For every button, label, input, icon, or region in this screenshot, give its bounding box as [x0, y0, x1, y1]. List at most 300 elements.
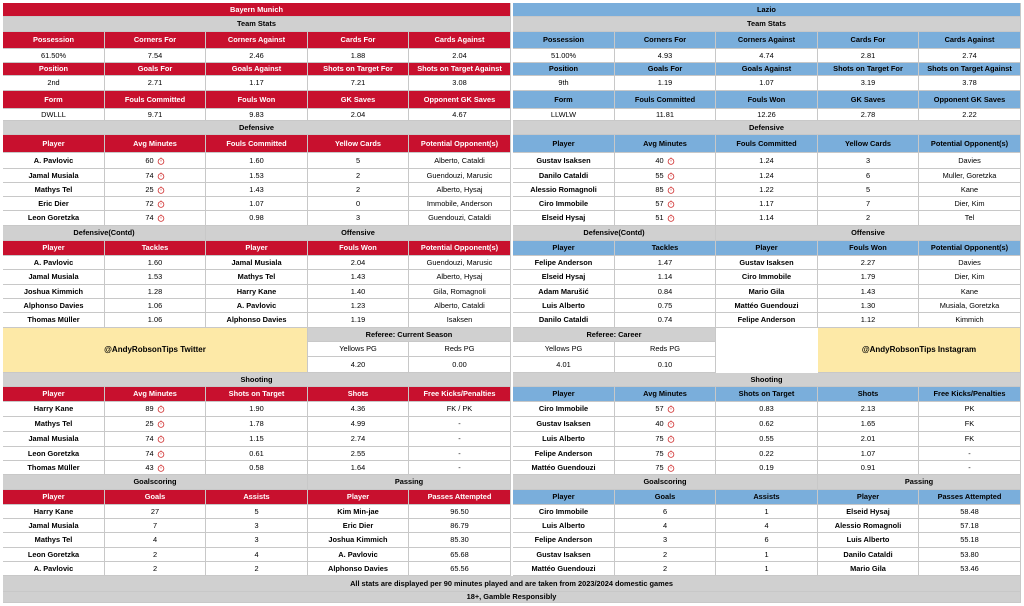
bayern-goal-row-0-col-0-text: Harry Kane — [33, 506, 74, 516]
lazio-stats-h2-3 — [818, 63, 919, 76]
bayern-shoot-row-0-col-1 — [105, 402, 206, 417]
lazio-pass-row-0-col-0 — [818, 505, 919, 519]
lazio-stats-v3-2 — [716, 109, 818, 121]
bayern-stats-h1-3-text: Cards For — [340, 35, 376, 45]
lazio-def-row-0-col-4-text: Davies — [958, 155, 981, 165]
lazio-pass-row-0-col-1 — [919, 505, 1021, 519]
bayern-goal-row-4-col-1 — [105, 562, 206, 576]
lazio-goal-row-3-col-1-text: 2 — [662, 549, 668, 559]
lazio-goal-row-3-col-2 — [716, 548, 818, 562]
bayern-off-col-0 — [206, 241, 308, 256]
lazio-shoot-row-4-col-4-text: - — [968, 462, 971, 472]
lazio-shoot-row-0-col-2-text: 0.83 — [759, 404, 774, 414]
lazio-off-row-0-col-2 — [919, 256, 1021, 270]
bayern-shoot-row-1-col-2 — [206, 417, 308, 432]
lazio-stats-v2-1 — [615, 76, 716, 91]
bayern-def-row-4-col-1 — [105, 211, 206, 226]
bayern-defc-row-0-col-0 — [3, 256, 105, 270]
bayern-def-col-3-text: Yellow Cards — [334, 138, 381, 148]
lazio-shoot-col-3-text: Shots — [857, 389, 879, 399]
lazio-stats-v3-2-text: 12.26 — [757, 109, 776, 119]
bayern-off-row-3-col-2 — [409, 299, 511, 313]
lazio-shoot-col-0-text: Player — [552, 389, 575, 399]
lazio-defc-row-2-col-0-text: Adam Marušić — [538, 286, 589, 296]
lazio-def-row-0-col-2-text: 1.24 — [759, 155, 774, 165]
bayern-defensive-title — [3, 121, 511, 135]
lazio-stats-v1-3 — [818, 49, 919, 63]
lazio-defc-row-0-col-1 — [615, 256, 716, 270]
lazio-pass-row-0-col-0-text: Elseid Hysaj — [846, 506, 890, 516]
bayern-shoot-col-1 — [105, 387, 206, 402]
bayern-shoot-row-0-col-2-text: 1.90 — [249, 404, 264, 414]
lazio-stats-v1-2-text: 4.74 — [759, 50, 774, 60]
lazio-shoot-row-3-col-4 — [919, 447, 1021, 461]
lazio-goal-row-3-col-0 — [513, 548, 615, 562]
lazio-def-row-1-col-1-text: 55 — [655, 170, 664, 180]
bayern-shoot-row-4-col-4-text: - — [458, 462, 461, 472]
bayern-goal-row-4-col-2 — [206, 562, 308, 576]
bayern-shoot-row-3-col-1-text: 74 — [145, 448, 154, 458]
lazio-shoot-row-0-col-4 — [919, 402, 1021, 417]
lazio-def-row-1-col-0-text: Danilo Cataldi — [538, 170, 589, 180]
twitter-promo[interactable] — [3, 328, 308, 373]
bayern-off-row-0-col-2 — [409, 256, 511, 270]
lazio-def-row-2-col-1 — [615, 183, 716, 197]
lazio-def-row-0-col-4 — [919, 153, 1021, 169]
bayern-shoot-row-3-col-3-text: 2.55 — [350, 448, 366, 458]
bayern-off-row-4-col-1 — [308, 313, 409, 328]
bayern-off-row-3-col-1-text: 1.23 — [350, 300, 366, 310]
lazio-goal-row-0-col-0-text: Ciro Immobile — [538, 506, 589, 516]
bayern-def-row-3-col-3 — [308, 197, 409, 211]
lazio-stats-v3-3 — [818, 109, 919, 121]
bayern-goal-row-3-col-1 — [105, 548, 206, 562]
bayern-team-title — [3, 3, 511, 17]
bayern-defc-row-3-col-0-text: Alphonso Davies — [23, 300, 84, 310]
lazio-shoot-col-0 — [513, 387, 615, 402]
bayern-off-row-3-col-0-text: A. Pavlovic — [236, 300, 277, 310]
lazio-defc-row-4-col-0 — [513, 313, 615, 328]
bayern-pass-row-1-col-0-text: Eric Dier — [342, 520, 374, 530]
lazio-off-row-2-col-2-text: Kane — [960, 286, 979, 296]
lazio-def-row-1-col-4-text: Muller, Goretzka — [942, 170, 997, 180]
lazio-def-row-0-col-3-text: 3 — [865, 155, 871, 165]
bayern-pass-row-2-col-1 — [409, 533, 511, 548]
bayern-stats-h2-1-text: Goals For — [137, 64, 173, 74]
bayern-off-row-1-col-2 — [409, 270, 511, 285]
lazio-def-row-4-col-3 — [818, 211, 919, 226]
bayern-stats-v2-4 — [409, 76, 511, 91]
bayern-shoot-row-2-col-1-text: 74 — [145, 434, 154, 444]
lazio-goal-col-0 — [513, 490, 615, 505]
bayern-stats-h1-1 — [105, 32, 206, 49]
lazio-def-row-1-col-2-text: 1.24 — [759, 170, 774, 180]
bayern-defc-col-0-text: Player — [42, 243, 65, 253]
stopwatch-icon — [157, 186, 165, 194]
bayern-def-row-2-col-4-text: Alberto, Hysaj — [436, 184, 483, 194]
bayern-shoot-row-1-col-0 — [3, 417, 105, 432]
lazio-pass-row-4-col-0 — [818, 562, 919, 576]
lazio-defensive-title-text: Defensive — [749, 122, 784, 132]
bayern-defc-col-0 — [3, 241, 105, 256]
bayern-pass-row-2-col-1-text: 85.30 — [450, 535, 469, 545]
stopwatch-icon — [667, 186, 675, 194]
bayern-def-row-4-col-2-text: 0.98 — [249, 213, 264, 223]
bayern-pass-row-1-col-0 — [308, 519, 409, 533]
bayern-shooting-title — [3, 373, 511, 387]
bayern-pass-col-1 — [409, 490, 511, 505]
referee-season-reds — [409, 357, 511, 373]
lazio-shoot-row-1-col-4 — [919, 417, 1021, 432]
lazio-stats-h3-3-text: GK Saves — [850, 94, 886, 104]
bayern-shoot-row-1-col-1-text: 25 — [145, 419, 154, 429]
lazio-shoot-col-1 — [615, 387, 716, 402]
bayern-stats-h2-3 — [308, 63, 409, 76]
bayern-stats-h1-2-text: Corners Against — [227, 35, 286, 45]
lazio-def-col-2 — [716, 135, 818, 153]
stopwatch-icon — [157, 420, 165, 428]
instagram-promo[interactable] — [818, 328, 1021, 373]
bayern-off-row-4-col-2 — [409, 313, 511, 328]
bayern-goal-row-2-col-2 — [206, 533, 308, 548]
bayern-shoot-row-3-col-2 — [206, 447, 308, 461]
lazio-stats-v2-3-text: 3.19 — [860, 78, 876, 88]
bayern-shoot-row-4-col-1-text: 43 — [145, 462, 154, 472]
bayern-def-col-2-text: Fouls Committed — [226, 138, 287, 148]
lazio-stats-h2-2 — [716, 63, 818, 76]
lazio-shoot-col-1-text: Avg Minutes — [643, 389, 687, 399]
bayern-shoot-row-3-col-1 — [105, 447, 206, 461]
lazio-shoot-row-1-col-0-text: Gustav Isaksen — [536, 419, 591, 429]
lazio-stats-h1-3 — [818, 32, 919, 49]
lazio-shoot-row-4-col-3 — [818, 461, 919, 475]
bayern-shoot-row-1-col-4 — [409, 417, 511, 432]
lazio-off-row-0-col-0-text: Gustav Isaksen — [739, 257, 794, 267]
bayern-shoot-row-3-col-0 — [3, 447, 105, 461]
lazio-def-row-3-col-2-text: 1.17 — [759, 198, 774, 208]
bayern-defc-row-2-col-0-text: Joshua Kimmich — [23, 286, 84, 296]
bayern-off-row-3-col-1 — [308, 299, 409, 313]
bayern-shoot-row-0-col-0 — [3, 402, 105, 417]
lazio-stats-v3-3-text: 2.78 — [860, 109, 876, 119]
bayern-pass-row-3-col-1 — [409, 548, 511, 562]
lazio-off-row-0-col-2-text: Davies — [958, 257, 981, 267]
bayern-pass-col-0-text: Player — [346, 492, 370, 502]
lazio-shoot-row-1-col-1-text: 40 — [655, 419, 664, 429]
lazio-defc-row-3-col-0 — [513, 299, 615, 313]
lazio-off-row-4-col-0-text: Felipe Anderson — [737, 315, 796, 325]
gamble-notice-text: 18+, Gamble Responsibly — [466, 592, 557, 602]
bayern-shoot-row-3-col-4-text: - — [458, 448, 461, 458]
lazio-def-col-4-text: Potential Opponent(s) — [930, 138, 1009, 148]
bayern-shoot-row-0-col-1-text: 89 — [145, 404, 154, 414]
bayern-shoot-row-0-col-4-text: FK / PK — [446, 404, 473, 414]
bayern-shoot-row-2-col-3 — [308, 432, 409, 447]
lazio-shoot-row-0-col-2 — [716, 402, 818, 417]
bayern-defc-row-1-col-1-text: 1.53 — [147, 272, 163, 282]
bayern-shoot-row-4-col-2 — [206, 461, 308, 475]
stopwatch-icon — [667, 420, 675, 428]
lazio-def-row-2-col-4 — [919, 183, 1021, 197]
bayern-stats-v1-2-text: 2.46 — [249, 50, 264, 60]
lazio-stats-v3-4 — [919, 109, 1021, 121]
lazio-off-row-2-col-1-text: 1.43 — [860, 286, 876, 296]
bayern-pass-row-0-col-0-text: Kim Min-jae — [337, 506, 379, 516]
lazio-pass-row-3-col-0-text: Danilo Cataldi — [843, 549, 893, 559]
bayern-off-row-4-col-0-text: Alphonso Davies — [226, 315, 287, 325]
bayern-def-row-1-col-3 — [308, 169, 409, 183]
lazio-team-stats-title-text: Team Stats — [747, 19, 786, 29]
bayern-def-row-2-col-1-text: 25 — [145, 184, 154, 194]
bayern-goal-row-2-col-1 — [105, 533, 206, 548]
lazio-off-row-0-col-0 — [716, 256, 818, 270]
lazio-off-row-1-col-1-text: 1.79 — [860, 272, 876, 282]
lazio-goal-row-0-col-1 — [615, 505, 716, 519]
lazio-stats-v1-0 — [513, 49, 615, 63]
bayern-def-row-2-col-2 — [206, 183, 308, 197]
bayern-stats-v2-3 — [308, 76, 409, 91]
bayern-defc-row-2-col-1 — [105, 285, 206, 299]
lazio-shoot-row-0-col-1 — [615, 402, 716, 417]
lazio-stats-v2-2-text: 1.07 — [759, 78, 774, 88]
bayern-stats-h1-4-text: Cards Against — [434, 35, 485, 45]
lazio-stats-h1-0 — [513, 32, 615, 49]
lazio-def-row-3-col-3-text: 7 — [865, 198, 871, 208]
bayern-shoot-row-1-col-4-text: - — [458, 419, 461, 429]
gamble-notice — [3, 592, 1021, 603]
lazio-goal-row-1-col-1 — [615, 519, 716, 533]
bayern-def-col-1 — [105, 135, 206, 153]
lazio-shoot-col-2-text: Shots on Target — [738, 389, 795, 399]
bayern-off-col-1 — [308, 241, 409, 256]
bayern-goal-col-0-text: Player — [42, 492, 65, 502]
lazio-off-row-2-col-0 — [716, 285, 818, 299]
bayern-stats-v2-1 — [105, 76, 206, 91]
stopwatch-icon — [667, 405, 675, 413]
bayern-off-row-0-col-1 — [308, 256, 409, 270]
lazio-stats-h3-1 — [615, 91, 716, 109]
bayern-goal-row-2-col-2-text: 3 — [254, 535, 259, 545]
lazio-def-row-4-col-4-text: Tel — [964, 213, 975, 223]
lazio-def-row-3-col-1-text: 57 — [655, 198, 664, 208]
bayern-pass-row-0-col-1 — [409, 505, 511, 519]
lazio-pass-row-3-col-0 — [818, 548, 919, 562]
bayern-shoot-row-4-col-3 — [308, 461, 409, 475]
lazio-def-row-1-col-2 — [716, 169, 818, 183]
lazio-stats-h3-0-text: Form — [554, 94, 573, 104]
lazio-off-row-3-col-2 — [919, 299, 1021, 313]
lazio-def-row-1-col-4 — [919, 169, 1021, 183]
bayern-shoot-row-3-col-3 — [308, 447, 409, 461]
bayern-defensive-title-text: Defensive — [239, 122, 274, 132]
bayern-pass-row-4-col-1 — [409, 562, 511, 576]
lazio-stats-v2-2 — [716, 76, 818, 91]
lazio-defc-row-1-col-1 — [615, 270, 716, 285]
bayern-defensive-contd-title-text: Defensive(Contd) — [73, 228, 135, 238]
lazio-shoot-row-0-col-0-text: Ciro Immobile — [538, 404, 589, 414]
stopwatch-icon — [157, 450, 165, 458]
bayern-goalscoring-title — [3, 475, 308, 490]
lazio-stats-h1-3-text: Cards For — [850, 35, 886, 45]
lazio-def-row-2-col-2-text: 1.22 — [759, 184, 774, 194]
lazio-pass-row-3-col-1-text: 53.80 — [960, 549, 979, 559]
bayern-goal-row-3-col-1-text: 2 — [152, 549, 158, 559]
lazio-stats-h3-2 — [716, 91, 818, 109]
lazio-defc-row-3-col-1 — [615, 299, 716, 313]
bayern-defc-row-2-col-0 — [3, 285, 105, 299]
lazio-defc-row-4-col-1-text: 0.74 — [657, 315, 673, 325]
lazio-def-row-0-col-2 — [716, 153, 818, 169]
bayern-def-row-1-col-2-text: 1.53 — [249, 170, 264, 180]
bayern-def-row-2-col-1 — [105, 183, 206, 197]
referee-season-col-1 — [409, 342, 511, 357]
lazio-stats-v2-4 — [919, 76, 1021, 91]
lazio-team-title — [513, 3, 1021, 17]
bayern-pass-row-4-col-0-text: Alphonso Davies — [328, 563, 388, 573]
lazio-goalscoring-title-text: Goalscoring — [643, 477, 687, 487]
bayern-stats-h1-3 — [308, 32, 409, 49]
bayern-def-row-3-col-4-text: Immobile, Anderson — [426, 198, 493, 208]
bayern-stats-v3-0-text: DWLLL — [41, 109, 66, 119]
lazio-stats-v1-0-text: 51.00% — [550, 50, 577, 60]
referee-season-col-0-text: Yellows PG — [339, 344, 377, 354]
lazio-off-row-4-col-2-text: Kimmich — [955, 315, 984, 325]
bayern-stats-h3-0 — [3, 91, 105, 109]
bayern-def-row-3-col-0 — [3, 197, 105, 211]
bayern-shoot-row-0-col-0-text: Harry Kane — [33, 404, 74, 414]
bayern-def-row-0-col-4 — [409, 153, 511, 169]
lazio-def-col-1 — [615, 135, 716, 153]
bayern-def-col-2 — [206, 135, 308, 153]
lazio-off-row-2-col-0-text: Mario Gila — [748, 286, 785, 296]
bayern-goal-row-4-col-2-text: 2 — [254, 563, 259, 573]
bayern-team-stats-title — [3, 17, 511, 32]
referee-season-yellows-text: 4.20 — [350, 359, 366, 369]
bayern-def-row-0-col-4-text: Alberto, Cataldi — [434, 155, 485, 165]
twitter-promo-text: @AndyRobsonTips Twitter — [104, 345, 206, 354]
lazio-stats-h3-3 — [818, 91, 919, 109]
lazio-shoot-row-0-col-3 — [818, 402, 919, 417]
bayern-def-row-1-col-0-text: Jamal Musiala — [28, 170, 79, 180]
bayern-shoot-row-4-col-2-text: 0.58 — [249, 462, 264, 472]
bayern-def-row-4-col-0-text: Leon Goretzka — [27, 213, 80, 223]
referee-career-reds-text: 0.10 — [657, 359, 673, 369]
bayern-def-row-0-col-3 — [308, 153, 409, 169]
lazio-off-row-4-col-2 — [919, 313, 1021, 328]
lazio-shoot-row-4-col-1 — [615, 461, 716, 475]
referee-season-col-1-text: Reds PG — [444, 344, 475, 354]
lazio-def-row-1-col-1 — [615, 169, 716, 183]
bayern-stats-v1-3 — [308, 49, 409, 63]
bayern-def-row-1-col-4 — [409, 169, 511, 183]
bayern-stats-v1-3-text: 1.88 — [350, 50, 366, 60]
bayern-def-row-0-col-1-text: 60 — [145, 155, 154, 165]
bayern-def-col-1-text: Avg Minutes — [133, 138, 177, 148]
bayern-shoot-col-0 — [3, 387, 105, 402]
bayern-goal-row-4-col-0-text: A. Pavlovic — [33, 563, 74, 573]
bayern-shoot-row-2-col-0-text: Jamal Musiala — [28, 434, 79, 444]
bayern-off-row-0-col-2-text: Guendouzi, Marusic — [426, 257, 493, 267]
bayern-goal-row-3-col-0 — [3, 548, 105, 562]
bayern-stats-v1-1-text: 7.54 — [147, 50, 163, 60]
lazio-goal-row-4-col-1 — [615, 562, 716, 576]
bayern-off-row-2-col-0 — [206, 285, 308, 299]
bayern-stats-v3-4 — [409, 109, 511, 121]
lazio-shoot-row-1-col-3 — [818, 417, 919, 432]
lazio-defc-row-0-col-0-text: Felipe Anderson — [534, 257, 593, 267]
bayern-shoot-row-4-col-0 — [3, 461, 105, 475]
lazio-off-row-1-col-1 — [818, 270, 919, 285]
lazio-defc-row-0-col-1-text: 1.47 — [657, 257, 673, 267]
bayern-stats-h2-2 — [206, 63, 308, 76]
bayern-stats-v2-2-text: 1.17 — [249, 78, 264, 88]
bayern-def-col-0 — [3, 135, 105, 153]
lazio-pass-col-1-text: Passes Attempted — [937, 492, 1002, 502]
referee-season-yellows — [308, 357, 409, 373]
lazio-def-row-0-col-0-text: Gustav Isaksen — [536, 155, 591, 165]
bayern-shoot-row-0-col-2 — [206, 402, 308, 417]
bayern-off-row-3-col-0 — [206, 299, 308, 313]
lazio-shoot-row-1-col-3-text: 1.65 — [860, 419, 876, 429]
bayern-off-row-1-col-2-text: Alberto, Hysaj — [436, 272, 483, 282]
bayern-off-col-2 — [409, 241, 511, 256]
lazio-shoot-row-4-col-2-text: 0.19 — [759, 462, 774, 472]
lazio-passing-title — [818, 475, 1021, 490]
bayern-stats-h3-3-text: GK Saves — [340, 94, 376, 104]
lazio-stats-v1-4 — [919, 49, 1021, 63]
lazio-stats-v2-3 — [818, 76, 919, 91]
lazio-off-row-1-col-2-text: Dier, Kim — [954, 272, 985, 282]
instagram-promo-text: @AndyRobsonTips Instagram — [861, 345, 977, 354]
bayern-stats-v1-1 — [105, 49, 206, 63]
bayern-defensive-contd-title — [3, 226, 206, 241]
lazio-pass-row-1-col-0 — [818, 519, 919, 533]
bayern-stats-v1-0 — [3, 49, 105, 63]
bayern-off-row-2-col-0-text: Harry Kane — [236, 286, 277, 296]
lazio-shoot-row-1-col-2 — [716, 417, 818, 432]
bayern-shoot-col-3-text: Shots — [347, 389, 369, 399]
bayern-shoot-row-4-col-0-text: Thomas Müller — [27, 462, 80, 472]
lazio-off-col-0-text: Player — [755, 243, 778, 253]
bayern-shoot-row-2-col-3-text: 2.74 — [350, 434, 366, 444]
bayern-shoot-row-2-col-2 — [206, 432, 308, 447]
lazio-def-row-4-col-0-text: Elseid Hysaj — [541, 213, 586, 223]
lazio-goal-row-2-col-1-text: 3 — [662, 535, 668, 545]
referee-season-title-text: Referee: Current Season — [365, 329, 453, 339]
lazio-shoot-row-4-col-2 — [716, 461, 818, 475]
lazio-goal-row-3-col-2-text: 1 — [764, 549, 769, 559]
lazio-def-row-1-col-0 — [513, 169, 615, 183]
bayern-stats-v2-0-text: 2nd — [47, 78, 60, 88]
lazio-pass-row-2-col-0 — [818, 533, 919, 548]
lazio-off-row-3-col-1 — [818, 299, 919, 313]
lazio-goal-row-0-col-2 — [716, 505, 818, 519]
bayern-defc-row-1-col-1 — [105, 270, 206, 285]
stopwatch-icon — [667, 214, 675, 222]
referee-career-col-0 — [513, 342, 615, 357]
lazio-def-row-2-col-2 — [716, 183, 818, 197]
bayern-defc-row-4-col-1-text: 1.06 — [147, 315, 163, 325]
bayern-off-col-0-text: Player — [245, 243, 268, 253]
bayern-goal-row-4-col-0 — [3, 562, 105, 576]
lazio-shoot-row-0-col-3-text: 2.13 — [860, 404, 876, 414]
lazio-off-row-2-col-2 — [919, 285, 1021, 299]
bayern-off-row-4-col-0 — [206, 313, 308, 328]
referee-career-reds — [615, 357, 716, 373]
bayern-def-row-3-col-3-text: 0 — [355, 198, 361, 208]
lazio-shoot-row-2-col-4-text: FK — [964, 434, 975, 444]
bayern-offensive-title-text: Offensive — [341, 228, 375, 238]
